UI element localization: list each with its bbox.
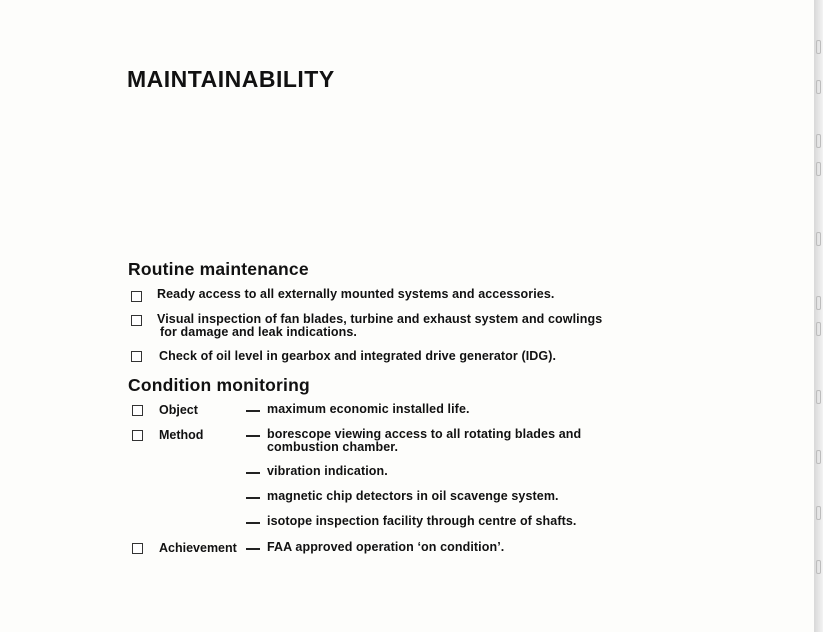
object-dash <box>246 410 260 412</box>
achievement-checkbox[interactable] <box>132 543 143 554</box>
routine-item-3-text: Check of oil level in gearbox and integrated drive generator (IDG). <box>159 349 557 363</box>
achievement-desc: FAA approved operation ‘on condition’. <box>267 540 505 554</box>
method-point-3-text: magnetic chip detectors in oil scavenge system. <box>267 489 559 503</box>
method-point-1-line2: combustion chamber. <box>267 440 399 454</box>
edge-mark <box>816 134 821 148</box>
method-term: Method <box>159 428 204 442</box>
method-point-3-dash <box>246 497 260 499</box>
routine-item-3-checkbox[interactable] <box>131 351 142 362</box>
object-checkbox[interactable] <box>132 405 143 416</box>
achievement-dash <box>246 548 260 550</box>
method-point-4-text: isotope inspection facility through centre of shafts. <box>267 514 577 528</box>
edge-mark <box>816 296 821 310</box>
edge-mark <box>816 80 821 94</box>
scan-edge-strip <box>814 0 823 632</box>
edge-mark <box>816 390 821 404</box>
method-point-2-text: vibration indication. <box>267 464 388 478</box>
method-point-1-dash <box>246 435 260 437</box>
method-checkbox[interactable] <box>132 430 143 441</box>
routine-item-2-text-line1: Visual inspection of fan blades, turbine and exhaust system and cowlings <box>157 312 603 326</box>
method-point-4-dash <box>246 522 260 524</box>
condition-monitoring-heading: Condition monitoring <box>128 375 310 395</box>
achievement-term: Achievement <box>159 541 237 555</box>
method-point-1-line1: borescope viewing access to all rotating blades and <box>267 427 582 441</box>
edge-mark <box>816 40 821 54</box>
edge-mark <box>816 560 821 574</box>
edge-mark <box>816 450 821 464</box>
routine-maintenance-heading: Routine maintenance <box>128 259 309 279</box>
routine-item-2-text-line2: for damage and leak indications. <box>160 325 357 339</box>
object-desc: maximum economic installed life. <box>267 402 470 416</box>
routine-item-2-checkbox[interactable] <box>131 315 142 326</box>
routine-item-1-checkbox[interactable] <box>131 291 142 302</box>
routine-item-1-text: Ready access to all externally mounted systems and accessories. <box>157 287 555 301</box>
edge-mark <box>816 322 821 336</box>
object-term: Object <box>159 403 198 417</box>
edge-mark <box>816 232 821 246</box>
edge-mark <box>816 506 821 520</box>
edge-mark <box>816 162 821 176</box>
page-title: MAINTAINABILITY <box>127 66 335 92</box>
method-point-2-dash <box>246 472 260 474</box>
